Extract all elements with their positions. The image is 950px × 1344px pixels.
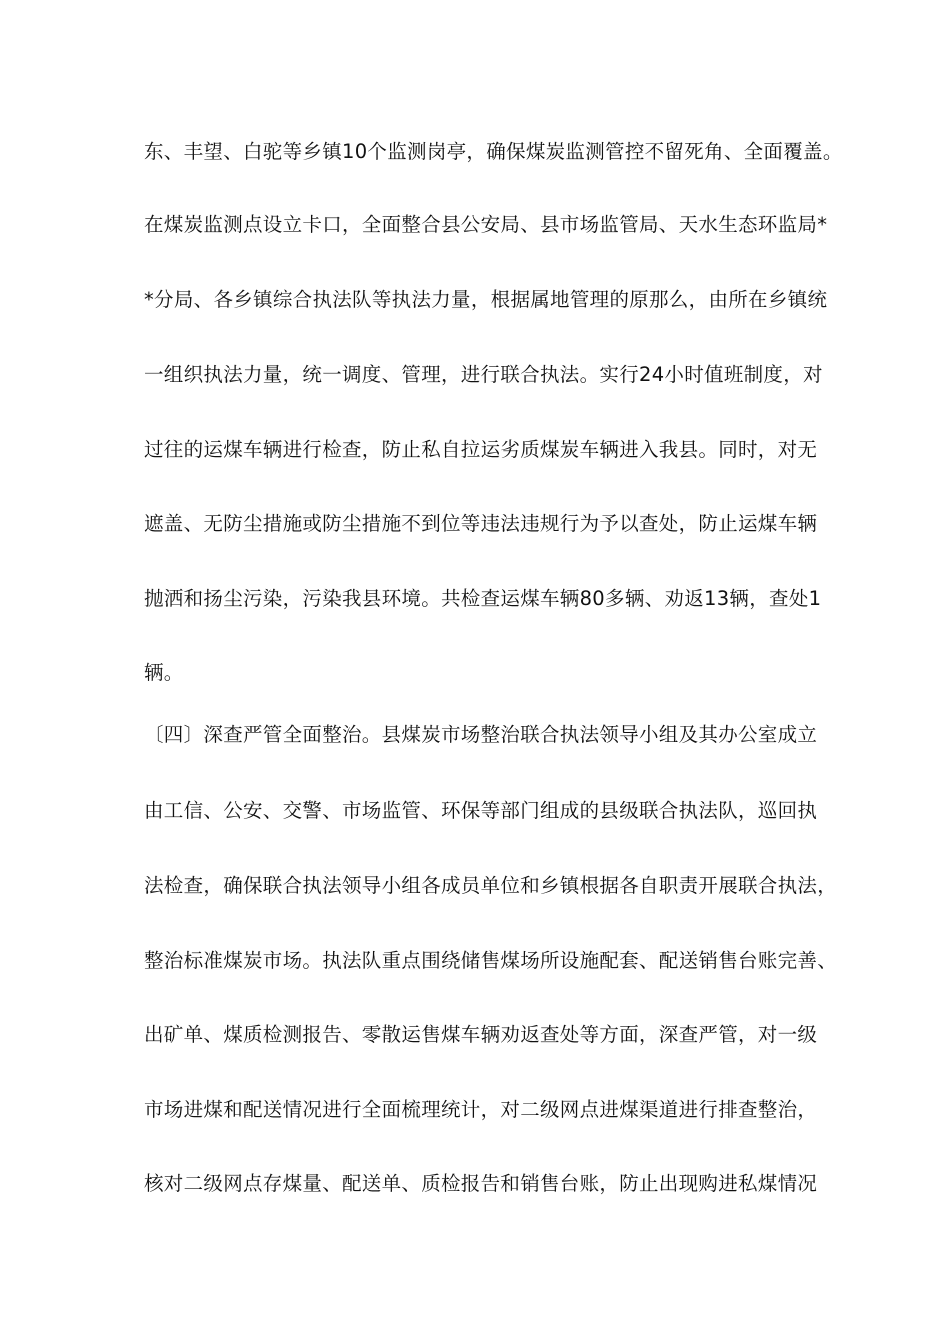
body-text-line: 抛洒和扬尘污染，污染我县环境。共检查运煤车辆80多辆、劝返13辆，查处1 (144, 587, 822, 610)
body-text-line: 出矿单、煤质检测报告、零散运售煤车辆劝返查处等方面，深查严管，对一级 (144, 1023, 818, 1046)
body-text-line: 一组织执法力量，统一调度、管理，进行联合执法。实行24小时值班制度，对 (144, 363, 823, 386)
body-text-line: 遮盖、无防尘措施或防尘措施不到位等违法违规行为予以查处，防止运煤车辆 (144, 512, 818, 535)
section-heading-line: 〔四〕深查严管全面整治。县煤炭市场整治联合执法领导小组及其办公室成立 (144, 723, 818, 746)
body-text-line: 整治标准煤炭市场。执法队重点围绕储售煤场所设施配套、配送销售台账完善、 (144, 949, 838, 972)
body-text-line: 法检查，确保联合执法领导小组各成员单位和乡镇根据各自职责开展联合执法， (144, 874, 838, 897)
body-text-line: *分局、各乡镇综合执法队等执法力量，根据属地管理的原那么，由所在乡镇统 (144, 288, 828, 311)
body-text-line: 在煤炭监测点设立卡口，全面整合县公安局、县市场监管局、天水生态环监局* (144, 213, 828, 236)
body-text-line: 过往的运煤车辆进行检查，防止私自拉运劣质煤炭车辆进入我县。同时，对无 (144, 438, 818, 461)
body-text-line: 由工信、公安、交警、市场监管、环保等部门组成的县级联合执法队，巡回执 (144, 799, 818, 822)
body-text-line: 东、丰望、白驼等乡镇10个监测岗亭，确保煤炭监测管控不留死角、全面覆盖。 (144, 140, 843, 163)
body-text-line: 市场进煤和配送情况进行全面梳理统计，对二级网点进煤渠道进行排查整治， (144, 1098, 818, 1121)
body-text-line: 辆。 (144, 661, 184, 684)
body-text-line: 核对二级网点存煤量、配送单、质检报告和销售台账，防止出现购进私煤情况 (144, 1172, 818, 1195)
